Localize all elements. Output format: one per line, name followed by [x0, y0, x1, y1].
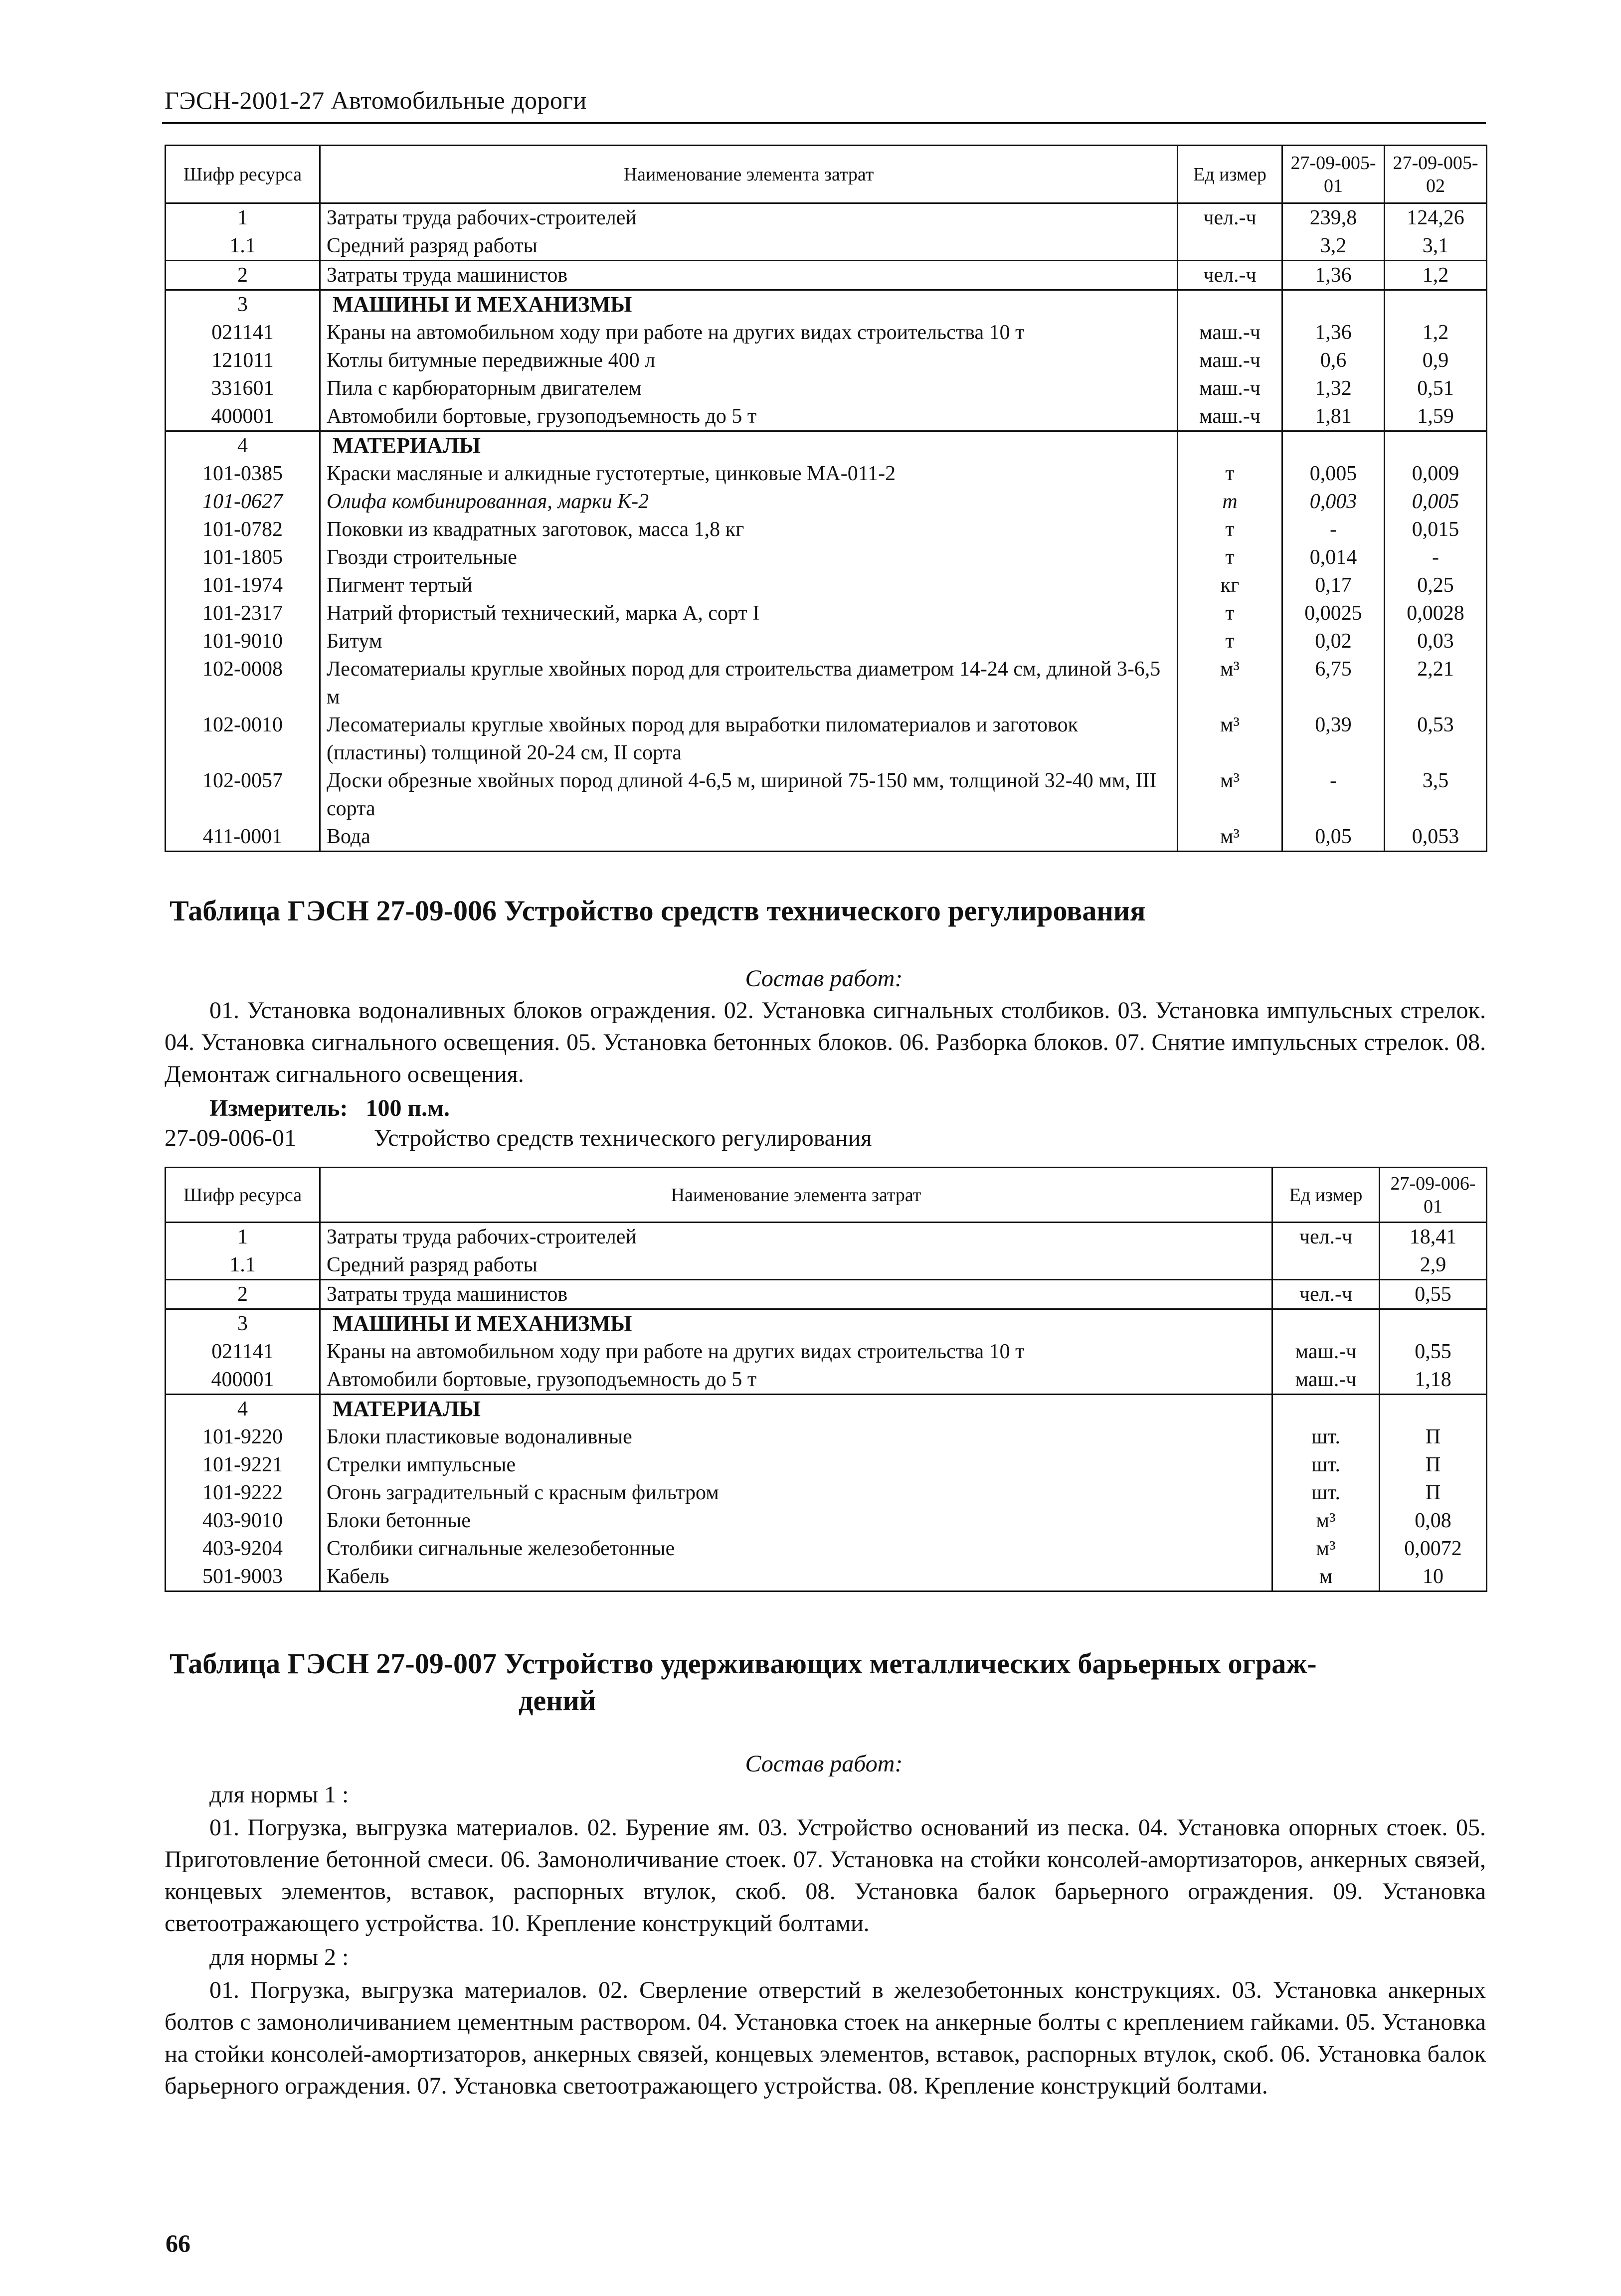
cell-name: Затраты труда рабочих-строителей: [320, 1223, 1272, 1251]
resource-table-006: [165, 1167, 1487, 1592]
cell-a: -: [1282, 516, 1385, 543]
cell-a: 0,39: [1282, 711, 1385, 767]
cell-name: Олифа комбинированная, марки К-2: [320, 488, 1178, 516]
cell-code: 101-9010: [166, 627, 320, 655]
header-col-a: 27-09-005-01: [1282, 146, 1385, 203]
table-row: [166, 627, 1487, 655]
cell-a: 18,41: [1380, 1223, 1487, 1251]
cell-a: -: [1282, 767, 1385, 823]
cell-a: П: [1380, 1479, 1487, 1507]
header-unit: Ед измер: [1272, 1168, 1380, 1223]
header-col-b: 27-09-005-02: [1385, 146, 1487, 203]
cell-unit: м³: [1178, 711, 1282, 767]
cell-unit: шт.: [1272, 1479, 1380, 1507]
table-row: [166, 1366, 1487, 1395]
norm-code: 27-09-006-01: [165, 1125, 296, 1151]
cell-a: [1282, 431, 1385, 460]
cell-name: Затраты труда машинистов: [320, 1280, 1272, 1309]
cell-code: 101-0782: [166, 516, 320, 543]
cell-unit: маш.-ч: [1272, 1366, 1380, 1395]
cell-code: 1.1: [166, 232, 320, 261]
cell-a: 0,003: [1282, 488, 1385, 516]
cell-b: [1385, 290, 1487, 319]
table-row: [166, 232, 1487, 261]
table-row: [166, 347, 1487, 374]
cell-name: Огонь заградительный с красным фильтром: [320, 1479, 1272, 1507]
table-row: [166, 1309, 1487, 1338]
cell-unit: маш.-ч: [1178, 319, 1282, 347]
cell-name: Натрий фтористый технический, марка А, сорт I: [320, 599, 1178, 627]
cell-a: [1380, 1309, 1487, 1338]
cell-unit: м³: [1178, 767, 1282, 823]
table-row: [166, 1338, 1487, 1366]
table-row: [166, 374, 1487, 402]
cell-unit: [1272, 1395, 1380, 1423]
cell-a: 1,81: [1282, 402, 1385, 431]
cell-a: П: [1380, 1423, 1487, 1451]
cell-name: Пигмент тертый: [320, 571, 1178, 599]
cell-code: 3: [166, 290, 320, 319]
cell-b: 0,005: [1385, 488, 1487, 516]
cell-a: 239,8: [1282, 203, 1385, 232]
cell-name: Краны на автомобильном ходу при работе на других видах строительства 10 т: [320, 1338, 1272, 1366]
cell-unit: чел.-ч: [1272, 1223, 1380, 1251]
cell-b: 3,5: [1385, 767, 1487, 823]
table-row: [166, 1223, 1487, 1251]
cell-unit: т: [1178, 627, 1282, 655]
table-row: [166, 599, 1487, 627]
cell-code: 101-0385: [166, 460, 320, 488]
cell-a: 2,9: [1380, 1251, 1487, 1280]
cell-code: 2: [166, 261, 320, 290]
cell-a: 0,005: [1282, 460, 1385, 488]
cell-b: 2,21: [1385, 655, 1487, 711]
table-row: [166, 1395, 1487, 1423]
header-name: Наименование элемента затрат: [320, 1168, 1272, 1223]
cell-code: 4: [166, 1395, 320, 1423]
cell-unit: т: [1178, 460, 1282, 488]
table-row: [166, 1535, 1487, 1563]
cell-unit: маш.-ч: [1272, 1338, 1380, 1366]
cell-code: 102-0010: [166, 711, 320, 767]
cell-name: Поковки из квадратных заготовок, масса 1,8 кг: [320, 516, 1178, 543]
table-row: [166, 823, 1487, 852]
cell-a: П: [1380, 1451, 1487, 1479]
cell-a: 0,17: [1282, 571, 1385, 599]
cell-name: Автомобили бортовые, грузоподъемность до 5 т: [320, 402, 1178, 431]
cell-a: 0,0025: [1282, 599, 1385, 627]
running-header: ГЭСН-2001-27 Автомобильные дороги: [165, 86, 587, 114]
header-code: Шифр ресурса: [166, 146, 320, 203]
cell-unit: маш.-ч: [1178, 402, 1282, 431]
cell-name: Стрелки импульсные: [320, 1451, 1272, 1479]
cell-code: 501-9003: [166, 1563, 320, 1591]
cell-code: 3: [166, 1309, 320, 1338]
section-title-007: [170, 1645, 1486, 1719]
table-row: [166, 319, 1487, 347]
cell-unit: [1178, 290, 1282, 319]
cell-name: Гвозди строительные: [320, 543, 1178, 571]
cell-unit: шт.: [1272, 1423, 1380, 1451]
cell-a: 1,18: [1380, 1366, 1487, 1395]
table-row: [166, 1451, 1487, 1479]
header-name: Наименование элемента затрат: [320, 146, 1178, 203]
cell-unit: шт.: [1272, 1451, 1380, 1479]
cell-a: 3,2: [1282, 232, 1385, 261]
table-row: [166, 1423, 1487, 1451]
norm-heading: [165, 1124, 872, 1152]
cell-unit: м³: [1272, 1507, 1380, 1535]
cell-unit: м³: [1272, 1535, 1380, 1563]
cell-a: 6,75: [1282, 655, 1385, 711]
cell-name: Блоки пластиковые водоналивные: [320, 1423, 1272, 1451]
cell-b: 0,053: [1385, 823, 1487, 852]
table-row: [166, 1479, 1487, 1507]
cell-name: Затраты труда машинистов: [320, 261, 1178, 290]
table-body: [166, 1223, 1487, 1591]
section-title-line1: Таблица ГЭСН 27-09-007 Устройство удерживающих металлических барьерных ограж-: [170, 1647, 1317, 1680]
norm1-label: для нормы 1 :: [209, 1781, 349, 1808]
cell-unit: м: [1272, 1563, 1380, 1591]
cell-code: 400001: [166, 1366, 320, 1395]
table-row: [166, 431, 1487, 460]
cell-name: Котлы битумные передвижные 400 л: [320, 347, 1178, 374]
header-code: Шифр ресурса: [166, 1168, 320, 1223]
works-description: 01. Установка водоналивных блоков ограждения. 02. Установка сигнальных столбиков. 03. Установка импульсных стрелок. 04. Установка сигнального освещения. 05. Установка бетонных блоков. 06. Разборка блоков. 07. Снятие импульсных стрелок. 08. Демонтаж сигнального освещения.: [165, 997, 1486, 1087]
table-row: [166, 290, 1487, 319]
cell-unit: т: [1178, 599, 1282, 627]
header-unit: Ед измер: [1178, 146, 1282, 203]
cell-name: Лесоматериалы круглые хвойных пород для строительства диаметром 14-24 см, длиной 3-6,5 м: [320, 655, 1178, 711]
cell-code: 101-0627: [166, 488, 320, 516]
cell-code: 2: [166, 1280, 320, 1309]
cell-unit: [1272, 1251, 1380, 1280]
header-col-a: 27-09-006-01: [1380, 1168, 1487, 1223]
cell-a: 0,014: [1282, 543, 1385, 571]
cell-a: 1,36: [1282, 319, 1385, 347]
cell-unit: кг: [1178, 571, 1282, 599]
cell-code: 331601: [166, 374, 320, 402]
cell-unit: т: [1178, 543, 1282, 571]
cell-code: 101-2317: [166, 599, 320, 627]
resource-table-005: [165, 145, 1487, 852]
cell-a: 0,6: [1282, 347, 1385, 374]
cell-unit: маш.-ч: [1178, 347, 1282, 374]
cell-unit: т: [1178, 488, 1282, 516]
cell-name: Битум: [320, 627, 1178, 655]
header-rule: [162, 122, 1486, 124]
cell-b: 3,1: [1385, 232, 1487, 261]
table-row: [166, 1507, 1487, 1535]
cell-code: 101-9222: [166, 1479, 320, 1507]
cell-code: 021141: [166, 1338, 320, 1366]
cell-name: МАТЕРИАЛЫ: [320, 1395, 1272, 1423]
cell-code: 021141: [166, 319, 320, 347]
table-row: [166, 711, 1487, 767]
cell-name: Средний разряд работы: [320, 1251, 1272, 1280]
norm-name: Устройство средств технического регулирования: [374, 1125, 872, 1151]
cell-name: Столбики сигнальные железобетонные: [320, 1535, 1272, 1563]
cell-name: МАТЕРИАЛЫ: [320, 431, 1178, 460]
table-row: [166, 767, 1487, 823]
cell-unit: чел.-ч: [1178, 203, 1282, 232]
cell-name: МАШИНЫ И МЕХАНИЗМЫ: [320, 1309, 1272, 1338]
cell-code: 102-0057: [166, 767, 320, 823]
cell-code: 1: [166, 203, 320, 232]
cell-code: 1: [166, 1223, 320, 1251]
cell-a: 0,05: [1282, 823, 1385, 852]
cell-name: Автомобили бортовые, грузоподъемность до 5 т: [320, 1366, 1272, 1395]
cell-name: Вода: [320, 823, 1178, 852]
cell-code: 411-0001: [166, 823, 320, 852]
table-row: [166, 1251, 1487, 1280]
cell-code: 101-9220: [166, 1423, 320, 1451]
cell-b: 0,015: [1385, 516, 1487, 543]
cell-b: -: [1385, 543, 1487, 571]
table-row: [166, 543, 1487, 571]
cell-b: 124,26: [1385, 203, 1487, 232]
cell-a: [1282, 290, 1385, 319]
cell-b: 1,2: [1385, 261, 1487, 290]
cell-code: 400001: [166, 402, 320, 431]
page-number: 66: [166, 2229, 190, 2257]
cell-unit: т: [1178, 516, 1282, 543]
cell-code: 101-1974: [166, 571, 320, 599]
cell-name: Кабель: [320, 1563, 1272, 1591]
norm2-works: 01. Погрузка, выгрузка материалов. 02. Сверление отверстий в железобетонных конструкциях. 03. Установка анкерных болтов с замоноличиванием цементным раствором. 04. Установка стоек на анкерные болты с креплением гайками. 05. Установка на стойки консолей-амортизаторов, анкерных связей, концевых элементов, вставок, распорных втулок, скоб. 06. Установка балок барьерного ограждения. 07. Установка светоотражающего устройства. 08. Крепление конструкций болтами.: [165, 1977, 1486, 2099]
cell-unit: м³: [1178, 655, 1282, 711]
cell-code: 4: [166, 431, 320, 460]
section-title-line2: дений: [519, 1684, 596, 1717]
works-label: Состав работ:: [745, 965, 903, 992]
works-label: Состав работ:: [745, 1751, 903, 1777]
table-row: [166, 488, 1487, 516]
cell-name: Доски обрезные хвойных пород длиной 4-6,5 м, шириной 75-150 мм, толщиной 32-40 мм, III сорта: [320, 767, 1178, 823]
cell-code: 403-9010: [166, 1507, 320, 1535]
cell-unit: [1272, 1309, 1380, 1338]
cell-a: 1,36: [1282, 261, 1385, 290]
cell-name: Краны на автомобильном ходу при работе на других видах строительства 10 т: [320, 319, 1178, 347]
cell-unit: чел.-ч: [1272, 1280, 1380, 1309]
cell-name: Пила с карбюраторным двигателем: [320, 374, 1178, 402]
cell-a: 0,08: [1380, 1507, 1487, 1535]
cell-b: 0,0028: [1385, 599, 1487, 627]
cell-code: 121011: [166, 347, 320, 374]
cell-name: Средний разряд работы: [320, 232, 1178, 261]
cell-name: Затраты труда рабочих-строителей: [320, 203, 1178, 232]
cell-b: 0,51: [1385, 374, 1487, 402]
cell-b: 1,59: [1385, 402, 1487, 431]
cell-code: 101-9221: [166, 1451, 320, 1479]
table-row: [166, 261, 1487, 290]
cell-a: [1380, 1395, 1487, 1423]
cell-unit: чел.-ч: [1178, 261, 1282, 290]
cell-a: 0,55: [1380, 1338, 1487, 1366]
cell-a: 0,0072: [1380, 1535, 1487, 1563]
cell-unit: [1178, 232, 1282, 261]
norm1-works: 01. Погрузка, выгрузка материалов. 02. Бурение ям. 03. Устройство оснований из песка. 04. Установка опорных стоек. 05. Приготовление бетонной смеси. 06. Замоноличивание стоек. 07. Установка на стойки консолей-амортизаторов, анкерных связей, концевых элементов, вставок, распорных втулок, скоб. 08. Установка балок барьерного ограждения. 09. Установка светоотражающего устройства. 10. Крепление конструкций болтами.: [165, 1814, 1486, 1937]
cell-name: Краски масляные и алкидные густотертые, цинковые МА-011-2: [320, 460, 1178, 488]
section-title-006: Таблица ГЭСН 27-09-006 Устройство средств технического регулирования: [170, 894, 1146, 927]
table-row: [166, 402, 1487, 431]
cell-b: 0,9: [1385, 347, 1487, 374]
table-body: [166, 203, 1487, 852]
cell-a: 0,02: [1282, 627, 1385, 655]
cell-code: 102-0008: [166, 655, 320, 711]
table-row: [166, 655, 1487, 711]
cell-name: МАШИНЫ И МЕХАНИЗМЫ: [320, 290, 1178, 319]
cell-b: 0,009: [1385, 460, 1487, 488]
cell-a: 10: [1380, 1563, 1487, 1591]
cell-a: 0,55: [1380, 1280, 1487, 1309]
cell-name: Лесоматериалы круглые хвойных пород для выработки пиломатериалов и заготовок (пластины) толщиной 20-24 см, II сорта: [320, 711, 1178, 767]
cell-code: 101-1805: [166, 543, 320, 571]
cell-b: [1385, 431, 1487, 460]
cell-code: 403-9204: [166, 1535, 320, 1563]
cell-a: 1,32: [1282, 374, 1385, 402]
cell-code: 1.1: [166, 1251, 320, 1280]
cell-b: 1,2: [1385, 319, 1487, 347]
cell-unit: м³: [1178, 823, 1282, 852]
table-row: [166, 516, 1487, 543]
cell-name: Блоки бетонные: [320, 1507, 1272, 1535]
table-row: [166, 1563, 1487, 1591]
table-row: [166, 571, 1487, 599]
norm2-label: для нормы 2 :: [209, 1944, 349, 1970]
table-row: [166, 1280, 1487, 1309]
cell-b: 0,53: [1385, 711, 1487, 767]
measure-unit: Измеритель: 100 п.м.: [209, 1095, 450, 1121]
cell-unit: [1178, 431, 1282, 460]
cell-b: 0,03: [1385, 627, 1487, 655]
table-row: [166, 460, 1487, 488]
cell-b: 0,25: [1385, 571, 1487, 599]
cell-unit: маш.-ч: [1178, 374, 1282, 402]
table-row: [166, 203, 1487, 232]
